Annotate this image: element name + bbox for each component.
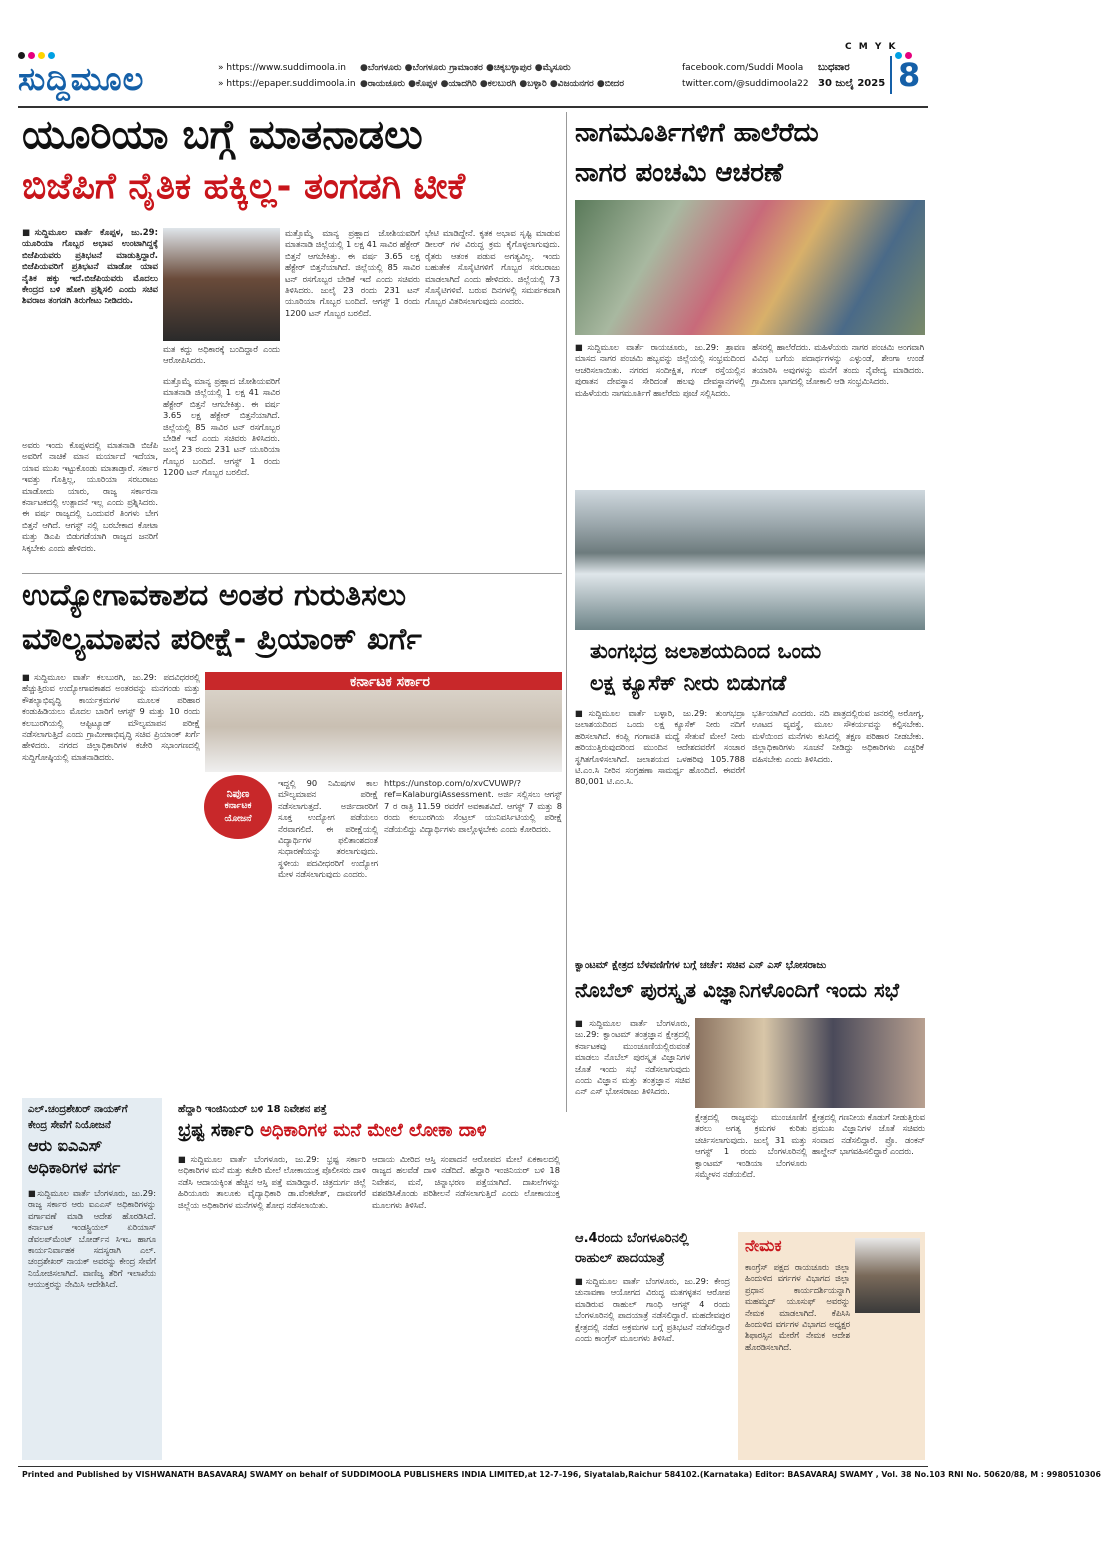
story9-body: ಕಾಂಗ್ರೆಸ್ ಪಕ್ಷದ ರಾಯಚೂರು ಜಿಲ್ಲಾ ಹಿಂದುಳಿದ ವರ್ಗಗಳ ವಿಭಾಗದ ಜಿಲ್ಲಾ ಪ್ರಧಾನ ಕಾರ್ಯದರ್ಶಿಯನ್ನಾಗಿ ಮಹಮ್ಮದ್ ಯೂಸುಫ್ ಅವರನ್ನು ನೇಮಕ ಮಾಡಲಾಗಿದೆ. ಕೆಪಿಸಿಸಿ ಹಿಂದುಳಿದ ವರ್ಗಗಳ ವಿಭಾಗದ ಅಧ್ಯಕ್ಷರ ಶಿಫಾರಸ್ಸಿನ ಮೇರೆಗೆ ನೇಮಕ ಆದೇಶ ಹೊರಡಿಸಲಾಗಿದೆ. [745, 1262, 850, 1352]
story1-body-col1: ಅವರು ಇಂದು ಕೊಪ್ಪಳದಲ್ಲಿ ಮಾತನಾಡಿ ಬಿಜೆಪಿ ಅವರಿಗೆ ನಾಚಿಕೆ ಮಾನ ಮರ್ಯಾದೆ ಇದೆಯಾ, ಯಾವ ಮುಖ ಇಟ್ಟುಕೊಂಡು ಮಾತಾಡ್ತಾರೆ. ಸರ್ಕಾರ ಇವತ್ತು ಗೊತ್ತಿಲ್ಲ, ಯೂರಿಯಾ ಸರಬರಾಜು ಮಾಡೋದು ಯಾರು, ರಾಜ್ಯ ಸರ್ಕಾರನಾ ಕರ್ನಾಟಕದಲ್ಲಿ ಉತ್ಪಾದನೆ ಇಲ್ಲ ಎಂದು ಪ್ರಶ್ನಿಸಿದರು. ಈ ವರ್ಷ ರಾಜ್ಯದಲ್ಲಿ ಒಂದುವರೆ ತಿಂಗಳು ಬೇಗ ಬಿತ್ತನೆ ಆಗಿದೆ. ಆಗಸ್ಟ್ ನಲ್ಲಿ ಬರಬೇಕಾದ ಕೋಟಾ ಮತ್ತು ಡಿಎಪಿ ಬಿಡುಗಡೆಯಾಗಿ ರಾಜ್ಯದ ಜನರಿಗೆ ಸಿಕ್ಕಬೇಕು ಎಂದು ಹೇಳಿದರು. [22, 440, 158, 553]
epaper-link[interactable]: » https://epaper.suddimoola.in [218, 79, 356, 89]
issue-date: 30 ಜುಲೈ 2025 [818, 78, 886, 89]
story1-body-col4: ಭೇಟಿ ಮಾಡಿದ್ದೇನೆ. ಕೃತಕ ಅಭಾವ ಸೃಷ್ಟಿ ಮಾಡುವ ಡೀಲರ್ ಗಳ ವಿರುದ್ಧ ಕ್ರಮ ಕೈಗೊಳ್ಳಲಾಗುವುದು. ರೈತರು ಆತಂಕ ಪಡುವ ಅಗತ್ಯವಿಲ್ಲ. ಇಂದು ಬಹುತೇಕ ಸೊಸೈಟಿಗಳಿಗೆ ಗೊಬ್ಬರ ಸರಬರಾಜು ಮಾಡಲಾಗಿದೆ ಎಂದು ಹೇಳಿದರು. ಜಿಲ್ಲೆಯಲ್ಲಿ 73 ಸೊಸೈಟಿಗಳಿವೆ. ಬರುವ ದಿನಗಳಲ್ಲಿ ಸಮರ್ಪಕವಾಗಿ ಗೊಬ್ಬರ ವಿತರಿಸಲಾಗುವುದು ಎಂದರು. [425, 228, 560, 307]
story7-body-col2: ಆದಾಯ ಮೀರಿದ ಆಸ್ತಿ ಸಂಪಾದನೆ ಆರೋಪದ ಮೇಲೆ ಏಕಕಾಲದಲ್ಲಿ ರಾಜ್ಯದ ಹಲವೆಡೆ ದಾಳಿ ನಡೆದಿದೆ. ಹೆದ್ದಾರಿ ಇಂಜಿನಿಯರ್ ಬಳಿ 18 ನಿವೇಶನ, ಮನೆ, ಚಿನ್ನಾಭರಣ ಪತ್ತೆಯಾಗಿದೆ. ದಾಖಲೆಗಳನ್ನು ವಶಪಡಿಸಿಕೊಂಡು ಪರಿಶೀಲನೆ ನಡೆಸಲಾಗುತ್ತಿದೆ ಎಂದು ಲೋಕಾಯುಕ್ತ ಮೂಲಗಳು ತಿಳಿಸಿವೆ. [372, 1154, 560, 1210]
facebook-link[interactable]: facebook.com/Suddi Moola [682, 63, 804, 73]
date-block [818, 60, 885, 92]
district-list: ●ಬೆಂಗಳೂರು ●ಬೆಂಗಳೂರು ಗ್ರಾಮಾಂತರ ●ಚಿಕ್ಕಬಳ್ಳಾಪುರ ●ಮೈಸೂರು ●ರಾಯಚೂರು ●ಕೊಪ್ಪಳ ●ಯಾದಗಿರಿ ●ಕಲಬುರಗಿ ●ಬಳ್ಳಾರಿ ●ವಿಜಯನಗರ ●ಬೀದರ [360, 63, 625, 89]
imprint-footer: Printed and Published by VISHWANATH BASAVARAJ SWAMY on behalf of SUDDIMOOLA PUBLISHERS INDIA LIMITED,at 12-7-196, Siyatalab,Raichur 584102.(Karnataka) Editor: BASAVARAJ SWAMY , Vol. 38 No.103 RNI No. 50620/88, M : 9980510306 [22, 1470, 1101, 1479]
govt-banner: ಕರ್ನಾಟಕ ಸರ್ಕಾರ [350, 674, 430, 690]
story4-body-col1: ■ಸುದ್ದಿಮೂಲ ವಾರ್ತೆ ಬಳ್ಳಾರಿ, ಜು.29: ತುಂಗಭದ್ರಾ ಜಲಾಶಯದಿಂದ ಒಂದು ಲಕ್ಷ ಕ್ಯೂಸೆಕ್ ನೀರು ನದಿಗೆ ಹರಿಸಲಾಗಿದೆ. ಕಂಪ್ಲಿ ಗಂಗಾವತಿ ಮಧ್ಯೆ ಸೇತುವೆ ಮೇಲೆ ನೀರು ಹರಿಯುತ್ತಿರುವುದರಿಂದ ಮುಂದಿನ ಆದೇಶದವರೆಗೆ ಸಂಚಾರ ಸ್ಥಗಿತಗೊಳಿಸಲಾಗಿದೆ. ಜಲಾಶಯದ ಒಳಹರಿವು 105.788 ಟಿ.ಎಂ.ಸಿ ನೀರಿನ ಸಂಗ್ರಹಣಾ ಸಾಮರ್ಥ್ಯ ಹೊಂದಿದೆ. ಈವರೆಗೆ 80,001 ಟಿ.ಎಂ.ಸಿ. [575, 708, 745, 787]
masthead [18, 56, 928, 108]
website-link[interactable]: » https://www.suddimoola.in [218, 63, 346, 73]
headline-tungabhadra-2: ಲಕ್ಷ ಕ್ಯೂಸೆಕ್ ನೀರು ಬಿಡುಗಡೆ [590, 671, 787, 695]
story2-body-col1: ■ಸುದ್ದಿಮೂಲ ವಾರ್ತೆ ರಾಯಚೂರು, ಜು.29: ಶ್ರಾವಣ ಮಾಸದ ನಾಗರ ಪಂಚಮಿ ಹಬ್ಬವನ್ನು ಜಿಲ್ಲೆಯಲ್ಲಿ ಸಂಭ್ರಮದಿಂದ ಆಚರಿಸಲಾಯಿತು. ನಗರದ ಸಂದೀಕ್ಷಿತ, ಗಂಜ್ ರಸ್ತೆಯಲ್ಲಿನ ಪುರಾತನ ದೇವಸ್ಥಾನ ಸೇರಿದಂತೆ ಹಲವು ದೇವಸ್ಥಾನಗಳಲ್ಲಿ ಮಹಿಳೆಯರು ನಾಗಮೂರ್ತಿಗೆ ಹಾಲೆರೆದು ಪೂಜೆ ಸಲ್ಲಿಸಿದರು. [575, 342, 745, 398]
headline-urea-1: ಯೂರಿಯಾ ಬಗ್ಗೆ ಮಾತನಾಡಲು [22, 112, 423, 158]
festival-photo [575, 200, 925, 335]
divider [22, 573, 562, 574]
meeting-photo [695, 1018, 925, 1108]
story6-body: ■ಸುದ್ದಿಮೂಲ ವಾರ್ತೆ ಬೆಂಗಳೂರು, ಜು.29: ರಾಜ್ಯ ಸರ್ಕಾರ ಆರು ಐಎಎಸ್ ಅಧಿಕಾರಿಗಳನ್ನು ವರ್ಗಾವಣೆ ಮಾಡಿ ಆದೇಶ ಹೊರಡಿಸಿದೆ. ಕರ್ನಾಟಕ ಇಂಡಸ್ಟ್ರಿಯಲ್ ಏರಿಯಾಸ್ ಡೆವಲಪ್‌ಮೆಂಟ್ ಬೋರ್ಡ್‌ನ ಸಿಇಒ ಹಾಗೂ ಕಾರ್ಯನಿರ್ವಾಹಕ ಸದಸ್ಯರಾಗಿ ಎಲ್. ಚಂದ್ರಶೇಖರ್ ನಾಯಕ್ ಅವರನ್ನು ಕೇಂದ್ರ ಸೇವೆಗೆ ನಿಯೋಜಿಸಲಾಗಿದೆ. ವಾಣಿಜ್ಯ ತೆರಿಗೆ ಇಲಾಖೆಯ ಆಯುಕ್ತರನ್ನು ನೇಮಿಸಿ ಆದೇಶಿಸಿದೆ. [28, 1188, 156, 1290]
story3-body-col2: ಇದ್ದಲ್ಲಿ 90 ನಿಮಿಷಗಳ ಕಾಲ ಮೌಲ್ಯಮಾಪನ ಪರೀಕ್ಷೆ ನಡೆಸಲಾಗುತ್ತದೆ. ಅರ್ಜಿದಾರರಿಗೆ ಸೂಕ್ತ ಉದ್ಯೋಗ ಪಡೆಯಲು ನೆರವಾಗಲಿದೆ. ಈ ಪರೀಕ್ಷೆಯಲ್ಲಿ ವಿದ್ಯಾರ್ಥಿಗಳ ಫಲಿತಾಂಶದಂತೆ ಸುಧಾರಣೆಯನ್ನು ತರಲಾಗುವುದು. ಸ್ಥಳೀಯ ಪದವೀಧರರಿಗೆ ಉದ್ಯೋಗ ಮೇಳ ನಡೆಸಲಾಗುವುದು ಎಂದರು. [278, 778, 378, 880]
web-links [218, 60, 356, 92]
headline-nobel: ನೊಬೆಲ್ ಪುರಸ್ಕೃತ ವಿಜ್ಞಾನಿಗಳೊಂದಿಗೆ ಇಂದು ಸಭೆ [575, 978, 900, 1002]
headline-nagara-1: ನಾಗಮೂರ್ತಿಗಳಿಗೆ ಹಾಲೆರೆದು [575, 118, 819, 148]
story4-body-col2: ಭರ್ತಿಯಾಗಿದೆ ಎಂದರು. ನದಿ ಪಾತ್ರದಲ್ಲಿರುವ ಜನರಲ್ಲಿ ಅರೋಗ್ಯ, ಊಟದ ವ್ಯವಸ್ಥೆ, ಮೂಲ ಸೌಕರ್ಯವನ್ನು ಕಲ್ಪಿಸಬೇಕು. ಮಳೆಯಿಂದ ಮನೆಗಳು ಕುಸಿದಲ್ಲಿ ತಕ್ಷಣ ಪರಿಹಾರ ನೀಡಬೇಕು. ಜಿಲ್ಲಾಧಿಕಾರಿಗಳು ಸೂಚನೆ ನೀಡಿದ್ದು ಅಧಿಕಾರಿಗಳು ಎಚ್ಚರಿಕೆ ವಹಿಸಬೇಕು ಎಂದು ತಿಳಿಸಿದರು. [752, 708, 924, 764]
cmyk-label: C M Y K [845, 42, 898, 52]
photo-caption: ಮತ ಕದ್ದು ಅಧಿಕಾರಕ್ಕೆ ಬಂದಿದ್ದಾರೆ ಎಂದು ಆರೋಪಿಸಿದರು. [163, 344, 280, 366]
ias-head-3: ಆರು ಐಎಎಸ್ [28, 1136, 103, 1155]
dam-photo [575, 490, 925, 630]
story1-lead: ■ಸುದ್ದಿಮೂಲ ವಾರ್ತೆ ಕೊಪ್ಪಳ, ಜು.29: ಯೂರಿಯಾ ಗೊಬ್ಬರ ಅಭಾವ ಉಂಟಾಗಿದ್ದಕ್ಕೆ ಬಿಜೆಪಿಯವರು ಪ್ರತಿಭಟನೆ ಮಾಡುತ್ತಿದ್ದಾರೆ. ಬಿಜೆಪಿಯವರಿಗೆ ಪ್ರತಿಭಟನೆ ಮಾಡೋ ಯಾವ ನೈತಿಕ ಹಕ್ಕು ಇದೆ.ಬಿಜೆಪಿಯವರು ಮೊದಲು ಕೇಂದ್ರದ ಬಳಿ ಹೋಗಿ ಪ್ರಶ್ನಿಸಲಿ ಎಂದು ಸಚಿವ ಶಿವರಾಜ ತಂಗಡಗಿ ತಿರುಗೇಟು ನೀಡಿದರು. [22, 228, 158, 307]
nipuna-badge: ನಿಪುಣ ಕರ್ನಾಟಕ ಯೋಜನೆ [204, 775, 272, 839]
story7-body-col1: ■ಸುದ್ದಿಮೂಲ ವಾರ್ತೆ ಬೆಂಗಳೂರು, ಜು.29: ಭ್ರಷ್ಟ ಸರ್ಕಾರಿ ಅಧಿಕಾರಿಗಳ ಮನೆ ಮತ್ತು ಕಚೇರಿ ಮೇಲೆ ಲೋಕಾಯುಕ್ತ ಪೊಲೀಸರು ದಾಳಿ ನಡೆಸಿ ಆದಾಯಕ್ಕಿಂತ ಹೆಚ್ಚಿನ ಆಸ್ತಿ ಪತ್ತೆ ಮಾಡಿದ್ದಾರೆ. ಚಿತ್ರದುರ್ಗ ಜಿಲ್ಲೆ ಹಿರಿಯೂರು ತಾಲೂಕು ವೈದ್ಯಾಧಿಕಾರಿ ಡಾ.ವೆಂಕಟೇಶ್, ದಾವಣಗೆರೆ ಜಿಲ್ಲೆಯ ಅಧಿಕಾರಿಗಳ ಮನೆಗಳಲ್ಲಿ ಶೋಧ ನಡೆಸಲಾಯಿತು. [178, 1154, 366, 1210]
divider [566, 112, 567, 1112]
story3-body-col1: ■ಸುದ್ದಿಮೂಲ ವಾರ್ತೆ ಕಲಬುರಗಿ, ಜು.29: ಪದವಿಧರರಲ್ಲಿ ಹೆಚ್ಚುತ್ತಿರುವ ಉದ್ಯೋಗಾವಕಾಶದ ಅಂತರವನ್ನು ಮನಗಂಡು ಮತ್ತು ಕೌಶಲ್ಯಾಭಿವೃದ್ಧಿ ಕಾರ್ಯಕ್ರಮಗಳ ಮೂಲಕ ಪರಿಹಾರ ಕಂಡುಹಿಡಿಯಲು ಮೊದಲ ಬಾರಿಗೆ ಆಗಸ್ಟ್ 9 ಮತ್ತು 10 ರಂದು ಕಲಬುರಗಿಯಲ್ಲಿ ಆಪ್ಟಿಟ್ಯೂಡ್ ಮೌಲ್ಯಮಾಪನ ಪರೀಕ್ಷೆ ನಡೆಸಲಾಗುತ್ತಿದೆ ಎಂದು ಗ್ರಾಮೀಣಾಭಿವೃದ್ಧಿ ಸಚಿವ ಪ್ರಿಯಾಂಕ್ ಖರ್ಗೆ ಹೇಳಿದರು. ನಗರದ ಜಿಲ್ಲಾಧಿಕಾರಿಗಳ ಕಚೇರಿ ಸಭಾಂಗಣದಲ್ಲಿ ಸುದ್ದಿಗೋಷ್ಠಿಯಲ್ಲಿ ಮಾತನಾಡಿದರು. [22, 672, 200, 762]
story5-body-col2: ಕ್ಷೇತ್ರದಲ್ಲಿ ರಾಜ್ಯವನ್ನು ಮುಂಚೂಣಿಗೆ ತರಲು ಅಗತ್ಯ ಕ್ರಮಗಳ ಕುರಿತು ಚರ್ಚಿಸಲಾಗುವುದು. ಜುಲೈ 31 ಮತ್ತು ಆಗಸ್ಟ್ 1 ರಂದು ಬೆಂಗಳೂರಿನಲ್ಲಿ ಕ್ವಾಂಟಮ್ ಇಂಡಿಯಾ ಬೆಂಗಳೂರು ಸಮ್ಮೇಳನ ನಡೆಯಲಿದೆ. [695, 1112, 807, 1180]
ias-head-1: ಎಲ್.ಚಂದ್ರಶೇಖರ್ ನಾಯಕ್‌ಗೆ [28, 1104, 128, 1115]
story5-body-col1: ■ಸುದ್ದಿಮೂಲ ವಾರ್ತೆ ಬೆಂಗಳೂರು, ಜು.29: ಕ್ವಾಂಟಮ್ ತಂತ್ರಜ್ಞಾನ ಕ್ಷೇತ್ರದಲ್ಲಿ ಕರ್ನಾಟಕವು ಮುಂಚೂಣಿಯಲ್ಲಿರುವಂತೆ ಮಾಡಲು ನೊಬೆಲ್ ಪುರಸ್ಕೃತ ವಿಜ್ಞಾನಿಗಳ ಜೊತೆ ಇಂದು ಸಭೆ ನಡೆಸಲಾಗುವುದು ಎಂದು ವಿಜ್ಞಾನ ಮತ್ತು ತಂತ್ರಜ್ಞಾನ ಸಚಿವ ಎನ್ ಎಸ್ ಭೋಸರಾಜು ತಿಳಿಸಿದರು. [575, 1018, 690, 1097]
story3-body-col3: https://unstop.com/o/xvCVUWP/?ref=KalaburgiAssessment. ಅರ್ಜಿ ಸಲ್ಲಿಸಲು ಆಗಸ್ಟ್ 7 ರ ರಾತ್ರಿ 11.59 ರವರೆಗೆ ಅವಕಾಶವಿದೆ. ಆಗಸ್ಟ್ 7 ಮತ್ತು 8 ರಂದು ಕಲಬುರಗಿಯ ಸೆಂಟ್ರಲ್ ಯುನಿವರ್ಸಿಟಿಯಲ್ಲಿ ಪರೀಕ್ಷೆ ನಡೆಯಲಿದ್ದು ವಿದ್ಯಾರ್ಥಿಗಳು ಪಾಲ್ಗೊಳ್ಳಬೇಕು ಎಂದು ಕೋರಿದರು. [384, 778, 562, 834]
minister-photo [163, 228, 280, 341]
appointee-photo [855, 1238, 920, 1313]
story1-body-col2: ಮತ್ತೊಮ್ಮೆ ಮಾನ್ಯ ಪ್ರಹ್ಲಾದ ಜೋಶಿಯವರಿಗೆ ಮಾತನಾಡಿ ಜಿಲ್ಲೆಯಲ್ಲಿ 1 ಲಕ್ಷ 41 ಸಾವಿರ ಹೆಕ್ಟೇರ್ ಬಿತ್ತನೆ ಆಗಬೇಕಿತ್ತು. ಈ ವರ್ಷ 3.65 ಲಕ್ಷ ಹೆಕ್ಟೇರ್ ಬಿತ್ತನೆಯಾಗಿದೆ. ಜಿಲ್ಲೆಯಲ್ಲಿ 85 ಸಾವಿರ ಟನ್ ರಸಗೊಬ್ಬರ ಬೇಡಿಕೆ ಇದೆ ಎಂದು ಸಚಿವರು ತಿಳಿಸಿದರು. ಜುಲೈ 23 ರಂದು 231 ಟನ್ ಯೂರಿಯಾ ಗೊಬ್ಬರ ಬಂದಿದೆ. ಆಗಸ್ಟ್ 1 ರಂದು 1200 ಟನ್ ಗೊಬ್ಬರ ಬರಲಿದೆ. [163, 376, 280, 478]
headline-tungabhadra-1: ತುಂಗಭದ್ರ ಜಲಾಶಯದಿಂದ ಒಂದು [590, 639, 822, 663]
headline-rahul-2: ರಾಹುಲ್ ಪಾದಯಾತ್ರೆ [575, 1251, 665, 1266]
nobel-kicker: ಕ್ವಾಂಟಮ್ ಕ್ಷೇತ್ರದ ಬೆಳವಣಿಗೆಗಳ ಬಗ್ಗೆ ಚರ್ಚೆ: ಸಚಿವ ಎನ್ ಎಸ್ ಭೋಸರಾಜು [575, 960, 827, 971]
ias-head-2: ಕೇಂದ್ರ ಸೇವೆಗೆ ನಿಯೋಜನೆ [28, 1120, 111, 1131]
social-links [682, 60, 809, 92]
lokayukta-kicker: ಹೆದ್ದಾರಿ ಇಂಜಿನಿಯರ್ ಬಳಿ 18 ನಿವೇಶನ ಪತ್ತೆ [178, 1104, 327, 1115]
ias-head-4: ಅಧಿಕಾರಿಗಳ ವರ್ಗ [28, 1158, 121, 1177]
story5-body-col3: ಕ್ಷೇತ್ರದಲ್ಲಿ ಗಣನೀಯ ಕೊಡುಗೆ ನೀಡುತ್ತಿರುವ ಪ್ರಮುಖ ವಿಜ್ಞಾನಿಗಳ ಜೊತೆ ಸಚಿವರು ಸಂವಾದ ನಡೆಸಲಿದ್ದಾರೆ. ಪ್ರೊ. ಡಂಕನ್ ಹಾಲ್ಡೇನ್ ಭಾಗವಹಿಸಲಿದ್ದಾರೆ ಎಂದರು. [812, 1112, 925, 1157]
story8-body: ■ಸುದ್ದಿಮೂಲ ವಾರ್ತೆ ಬೆಂಗಳೂರು, ಜು.29: ಕೇಂದ್ರ ಚುನಾವಣಾ ಆಯೋಗದ ವಿರುದ್ಧ ಮತಗಳ್ಳತನ ಆರೋಪ ಮಾಡಿರುವ ರಾಹುಲ್ ಗಾಂಧಿ ಆಗಸ್ಟ್ 4 ರಂದು ಬೆಂಗಳೂರಿನಲ್ಲಿ ಪಾದಯಾತ್ರೆ ನಡೆಸಲಿದ್ದಾರೆ. ಮಹದೇವಪುರ ಕ್ಷೇತ್ರದಲ್ಲಿ ನಡೆದ ಅಕ್ರಮಗಳ ಬಗ್ಗೆ ಪ್ರತಿಭಟನೆ ನಡೆಸಲಿದ್ದಾರೆ ಎಂದು ಕಾಂಗ್ರೆಸ್ ಮೂಲಗಳು ತಿಳಿಸಿವೆ. [575, 1276, 730, 1344]
weekday: ಬುಧವಾರ [818, 62, 850, 73]
logo: ಸುದ್ದಿಮೂಲ [18, 60, 145, 98]
headline-rahul-1: ಆ.4ರಂದು ಬೆಂಗಳೂರಿನಲ್ಲಿ [575, 1231, 689, 1246]
twitter-link[interactable]: twitter.com/@suddimoola22 [682, 79, 809, 89]
page-number: 8 [890, 56, 920, 94]
divider [18, 1466, 928, 1467]
story2-body-col2: ಹೆಸರಲ್ಲಿ ಹಾಲೆರೆದರು. ಮಹಿಳೆಯರು ನಾಗರ ಪಂಚಮಿ ಅಂಗವಾಗಿ ವಿವಿಧ ಬಗೆಯ ಪದಾರ್ಥಗಳನ್ನು ಎಳ್ಳುಂಡೆ, ಶೇಂಗಾ ಉಂಡೆ ತಯಾರಿಸಿ ಅವುಗಳನ್ನು ಮನೆಗೆ ತಂದು ನೈವೇದ್ಯ ಮಾಡಿದರು. ಗ್ರಾಮೀಣ ಭಾಗದಲ್ಲಿ ಜೋಕಾಲಿ ಆಡಿ ಸಂಭ್ರಮಿಸಿದರು. [752, 342, 924, 387]
headline-urea-2: ಬಿಜೆಪಿಗೆ ನೈತಿಕ ಹಕ್ಕಿಲ್ಲ- ತಂಗಡಗಿ ಟೀಕೆ [22, 166, 466, 207]
headline-lokayukta: ಭ್ರಷ್ಟ ಸರ್ಕಾರಿ ಅಧಿಕಾರಿಗಳ ಮನೆ ಮೇಲೆ ಲೋಕಾ ದಾಳಿ [178, 1120, 487, 1141]
headline-appointment: ನೇಮಕ [745, 1236, 782, 1255]
headline-employment-2: ಮೌಲ್ಯಮಾಪನ ಪರೀಕ್ಷೆ- ಪ್ರಿಯಾಂಕ್ ಖರ್ಗೆ [22, 622, 422, 657]
headline-nagara-2: ನಾಗರ ಪಂಚಮಿ ಆಚರಣೆ [575, 158, 783, 188]
headline-employment-1: ಉದ್ಯೋಗಾವಕಾಶದ ಅಂತರ ಗುರುತಿಸಲು [22, 578, 406, 613]
story1-body-col3: ಮತ್ತೊಮ್ಮೆ ಮಾನ್ಯ ಪ್ರಹ್ಲಾದ ಜೋಶಿಯವರಿಗೆ ಮಾತನಾಡಿ ಜಿಲ್ಲೆಯಲ್ಲಿ 1 ಲಕ್ಷ 41 ಸಾವಿರ ಹೆಕ್ಟೇರ್ ಬಿತ್ತನೆ ಆಗಬೇಕಿತ್ತು. ಈ ವರ್ಷ 3.65 ಲಕ್ಷ ಹೆಕ್ಟೇರ್ ಬಿತ್ತನೆಯಾಗಿದೆ. ಜಿಲ್ಲೆಯಲ್ಲಿ 85 ಸಾವಿರ ಟನ್ ರಸಗೊಬ್ಬರ ಬೇಡಿಕೆ ಇದೆ ಎಂದು ಸಚಿವರು ತಿಳಿಸಿದರು. ಜುಲೈ 23 ರಂದು 231 ಟನ್ ಯೂರಿಯಾ ಗೊಬ್ಬರ ಬಂದಿದೆ. ಆಗಸ್ಟ್ 1 ರಂದು 1200 ಟನ್ ಗೊಬ್ಬರ ಬರಲಿದೆ. [285, 228, 420, 318]
